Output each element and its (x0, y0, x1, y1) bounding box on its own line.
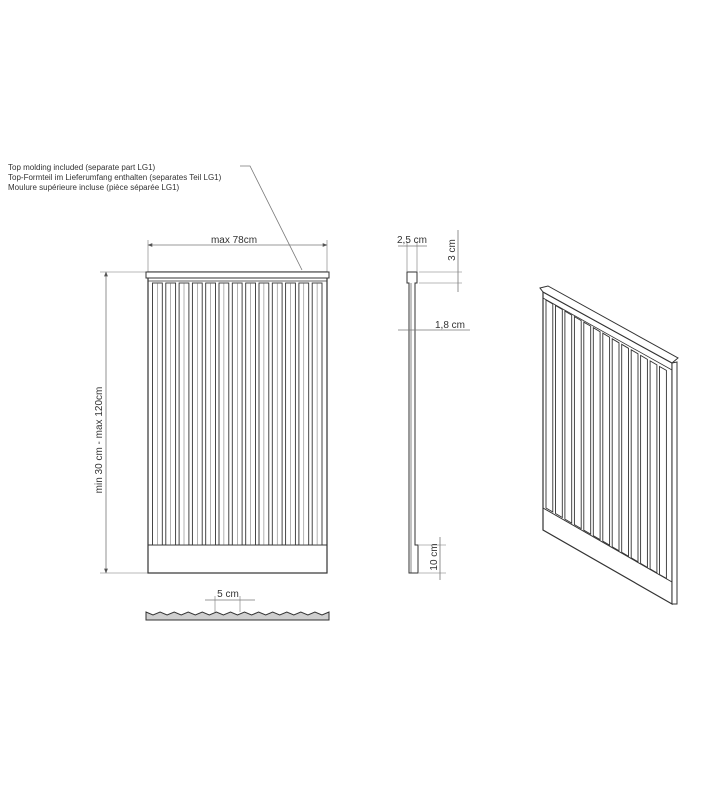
perspective-slat (641, 355, 648, 567)
perspective-slat (546, 300, 553, 512)
perspective-slat (565, 311, 572, 523)
bottom-profile (146, 589, 329, 620)
front-view (94, 235, 329, 573)
top-molding (146, 272, 329, 278)
perspective-slat (660, 367, 667, 579)
note-english: Top molding included (separate part LG1) (8, 163, 156, 172)
base-height-label: 10 cm (429, 543, 440, 571)
top-thickness-label: 2,5 cm (396, 235, 428, 246)
perspective-side-edge (672, 362, 677, 604)
perspective-slat (584, 322, 591, 534)
note-german: Top-Formteil im Lieferumfang enthalten (separates Teil LG1) (8, 173, 222, 182)
note-french: Moulure supérieure incluse (pièce séparée LG1) (8, 183, 180, 192)
notes-block (8, 163, 302, 270)
perspective-view (540, 286, 678, 604)
perspective-slat (650, 361, 657, 573)
note-leader-line (240, 166, 302, 270)
top-height-label: 3 cm (447, 239, 458, 261)
perspective-slat (574, 317, 581, 529)
perspective-slat (603, 333, 610, 545)
panel-thickness-label: 1,8 cm (434, 320, 466, 331)
perspective-slat (631, 350, 638, 562)
perspective-slat (622, 344, 629, 556)
perspective-slat (593, 328, 600, 540)
perspective-slat (556, 306, 563, 518)
height-label: min 30 cm - max 120cm (94, 386, 105, 494)
bottom-profile-shape (146, 612, 329, 620)
width-label: max 78cm (210, 235, 258, 246)
pitch-label: 5 cm (217, 589, 239, 600)
side-panel-outline (407, 272, 418, 573)
perspective-slat (612, 339, 619, 551)
side-view (397, 230, 470, 580)
